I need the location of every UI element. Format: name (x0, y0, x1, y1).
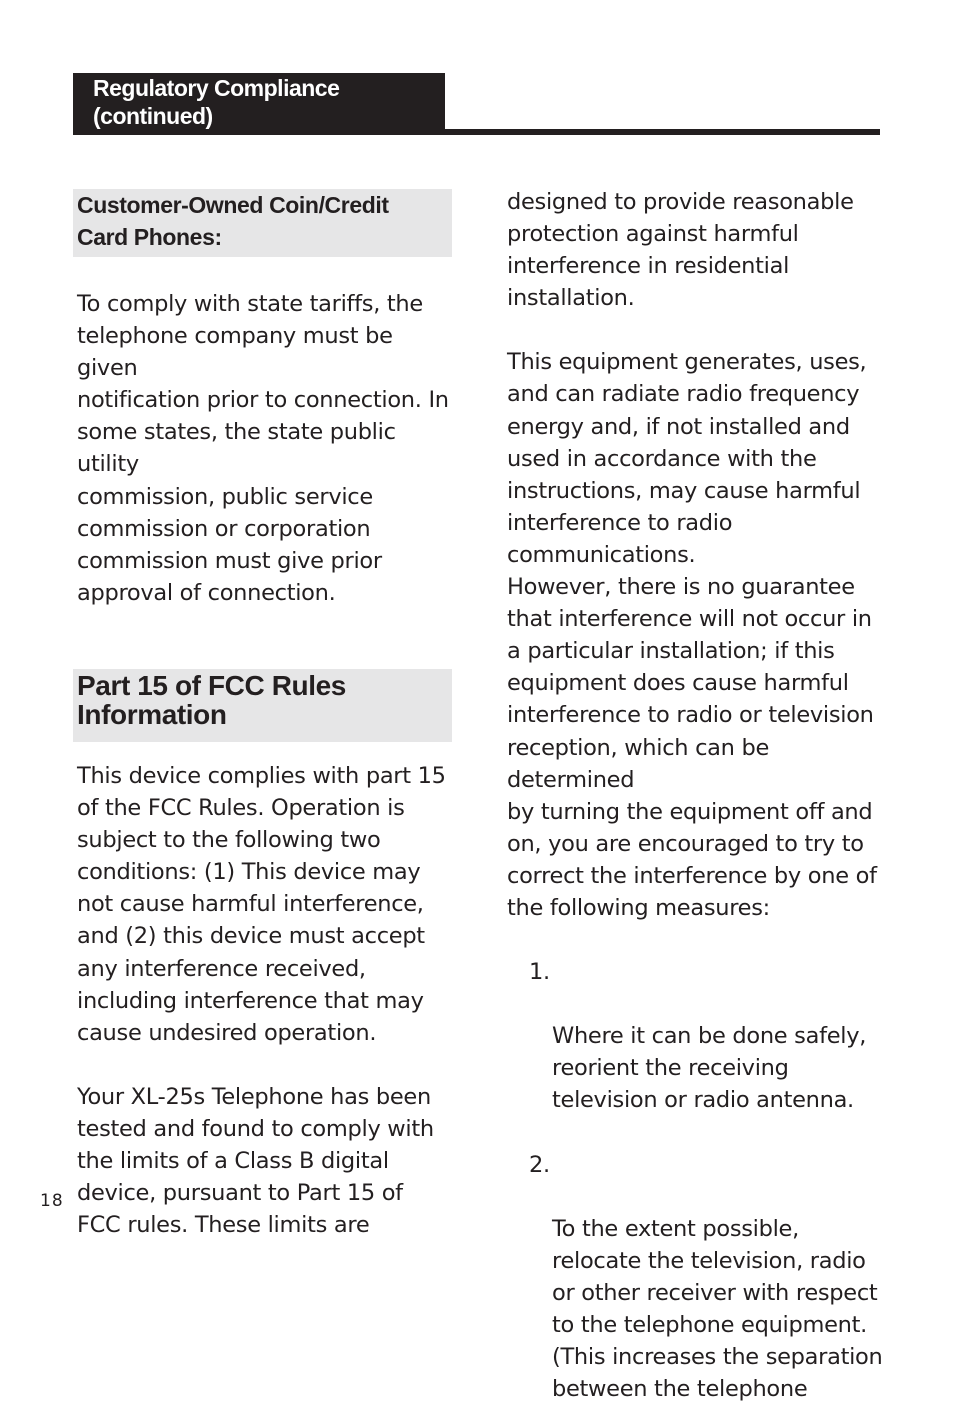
list-item-text: Where it can be done safely, reorient the receiving television or radio antenna. (552, 1023, 867, 1114)
radio-frequency-paragraph: This equipment generates, uses, and can radiate radio frequency energy and, if not installed and used in accordance with the instructions, may cause harmful interference to radio communications. However, there is no guarantee that interference will not occur in a particular installation; if this equipment does cause harmful interference to radio or television reception, which can be determined by turning the equipment off and on, you are encouraged to try to correct the interference by one of the following measures: (507, 349, 877, 921)
list-item-number: 1. (529, 959, 550, 986)
section-heading-fcc-part15: Part 15 of FCC Rules Information (73, 669, 452, 742)
limits-continued-paragraph: designed to provide reasonable protection against harmful interference in residential installation. (507, 189, 854, 312)
list-item (507, 956, 887, 1116)
section-heading-coin-phones: Customer-Owned Coin/Credit Card Phones: (73, 189, 452, 257)
coin-phones-paragraph: To comply with state tariffs, the telephone company must be given notification prior to connection. In some states, the state public utility commission, public service commission or corporation commission must give prior approval of connection. (77, 291, 449, 606)
class-b-paragraph: Your XL-25s Telephone has been tested and found to comply with the limits of a Class B digital device, pursuant to Part 15 of FCC rules. These limits are (77, 1083, 434, 1239)
header-rule (73, 129, 880, 135)
right-column (507, 186, 887, 1405)
page-number: 18 (40, 1191, 64, 1211)
list-item-text: To the extent possible, relocate the television, radio or other receiver with respect to the telephone equipment. (This increases the separation between the telephone (552, 1215, 883, 1403)
list-item (507, 1149, 887, 1405)
list-item-number: 2. (529, 1151, 550, 1178)
fcc-compliance-paragraph: This device complies with part 15 of the FCC Rules. Operation is subject to the following two conditions: (1) This device may not cause harmful interference, and (2) this device must accept any interference received, including interference that may cause undesired operation. (77, 762, 446, 1046)
page-title: Regulatory Compliance (continued) (93, 75, 340, 129)
left-column (73, 189, 452, 1241)
